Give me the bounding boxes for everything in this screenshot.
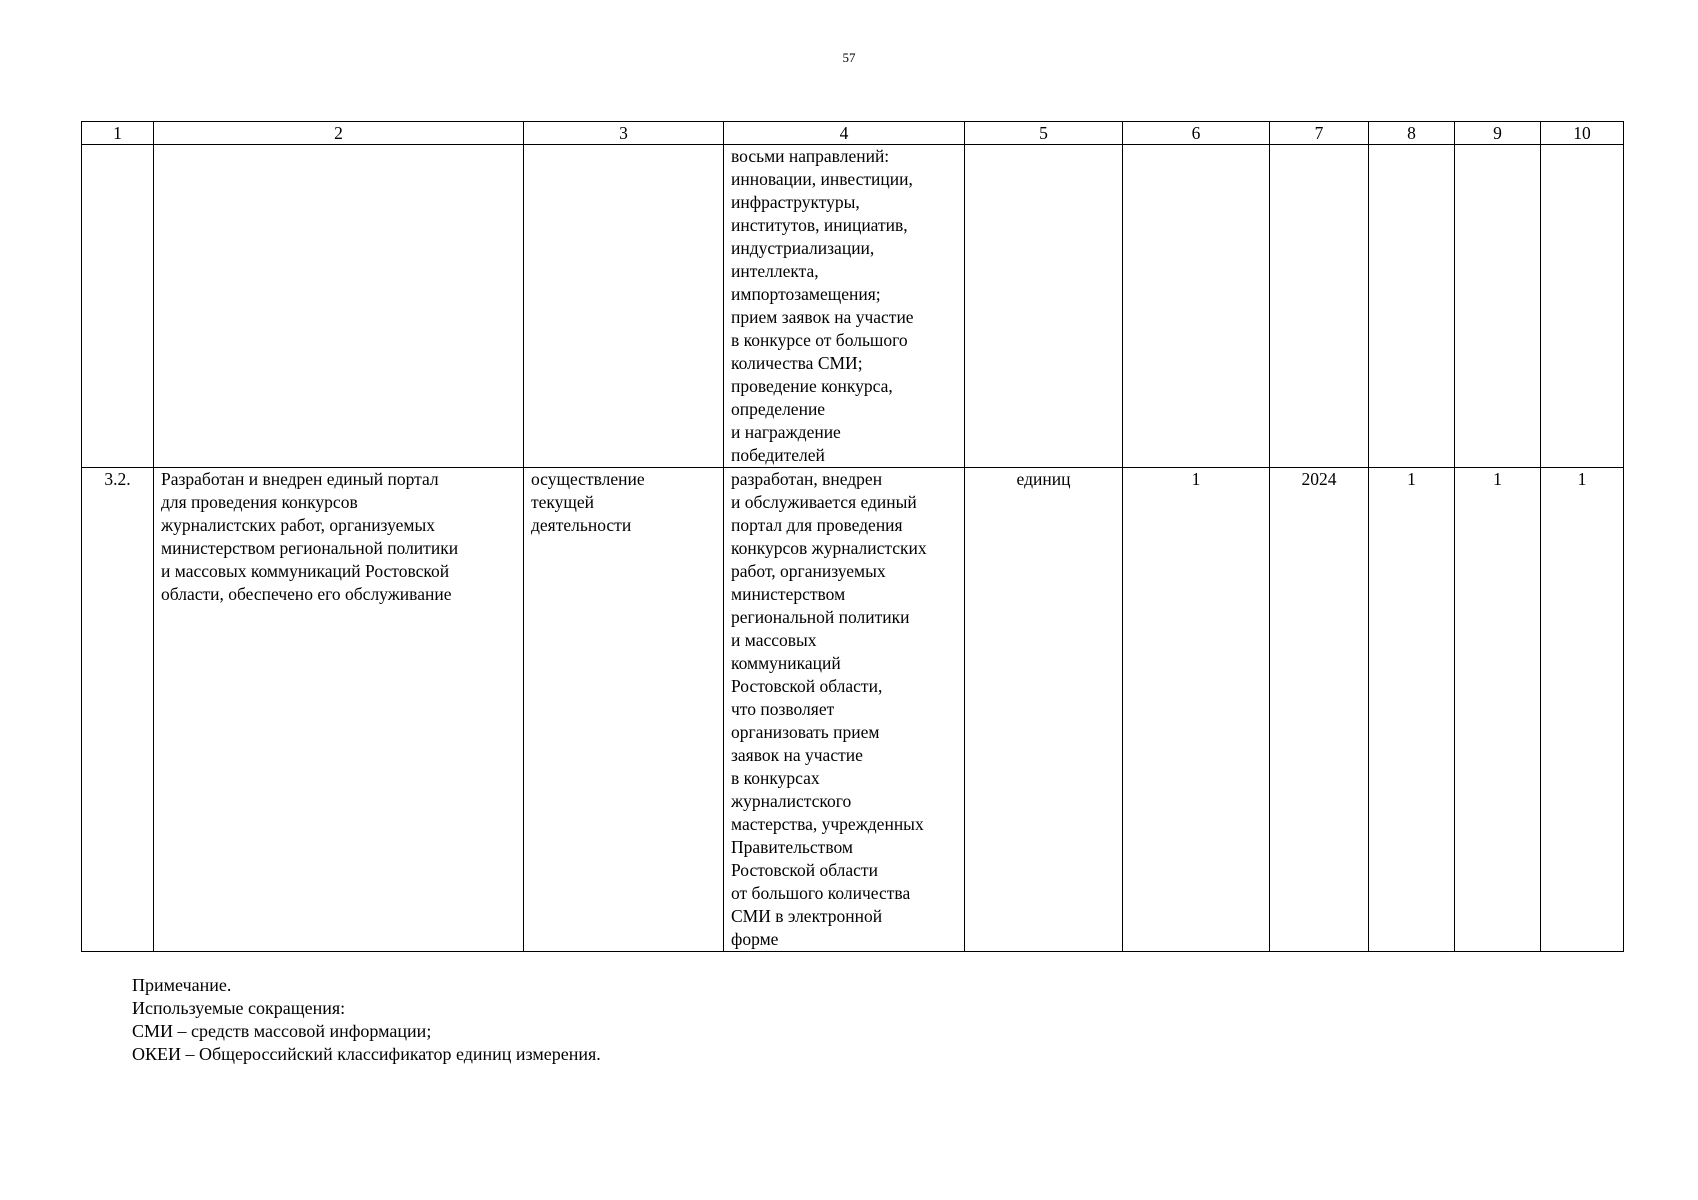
text-line: в конкурсе от большого	[731, 330, 908, 350]
text-line: индустриализации,	[731, 238, 875, 258]
value-cell-10: 1	[1541, 468, 1624, 952]
note-line: СМИ – средств массовой информации;	[132, 1021, 432, 1041]
column-header-7: 7	[1270, 122, 1369, 145]
text-line: проведение конкурса,	[731, 376, 893, 396]
text-line: и массовых коммуникаций Ростовской	[161, 561, 450, 581]
indicators-table	[81, 121, 1624, 952]
text-line: инфраструктуры,	[731, 192, 860, 212]
page-number: 57	[842, 50, 856, 65]
text-line: от большого количества	[731, 883, 911, 903]
cell-empty	[1369, 145, 1455, 468]
text-line: в конкурсах	[731, 768, 820, 788]
text-line: победителей	[731, 445, 825, 465]
text-line: заявок на участие	[731, 745, 863, 765]
text-line: региональной политики	[731, 607, 910, 627]
text-line: восьми направлений:	[731, 146, 890, 166]
cell-empty	[154, 145, 524, 468]
row-number: 3.2.	[82, 468, 154, 952]
text-line: деятельности	[531, 515, 632, 535]
text-line: министерством	[731, 584, 846, 604]
cell-empty	[1270, 145, 1369, 468]
text-line: портал для проведения	[731, 515, 903, 535]
text-line: разработан, внедрен	[731, 469, 883, 489]
cell-empty	[965, 145, 1123, 468]
column-header-6: 6	[1123, 122, 1270, 145]
text-line: институтов, инициатив,	[731, 215, 908, 235]
text-line: Ростовской области	[731, 860, 878, 880]
text-line: интеллекта,	[731, 261, 819, 281]
unit-cell: единиц	[965, 468, 1123, 952]
text-line: министерством региональной политики	[161, 538, 459, 558]
cell-empty	[1541, 145, 1624, 468]
result-type	[524, 468, 724, 952]
year-cell: 2024	[1270, 468, 1369, 952]
result-name	[154, 468, 524, 952]
value-cell-8: 1	[1369, 468, 1455, 952]
text-line: области, обеспечено его обслуживание	[161, 584, 452, 604]
column-header-1: 1	[82, 122, 154, 145]
text-line: инновации, инвестиции,	[731, 169, 913, 189]
text-line: и массовых	[731, 630, 817, 650]
continuation-description	[724, 145, 965, 468]
table-row-3-2	[82, 468, 1624, 952]
result-description	[724, 468, 965, 952]
text-line: для проведения конкурсов	[161, 492, 358, 512]
text-line: текущей	[531, 492, 595, 512]
column-header-3: 3	[524, 122, 724, 145]
column-header-5: 5	[965, 122, 1123, 145]
text-line: мастерства, учрежденных	[731, 814, 924, 834]
text-line: осуществление	[531, 469, 645, 489]
column-header-10: 10	[1541, 122, 1624, 145]
text-line: Правительством	[731, 837, 853, 857]
note-line: ОКЕИ – Общероссийский классификатор единиц измерения.	[132, 1044, 601, 1064]
table-row-continuation	[82, 145, 1624, 468]
column-header-2: 2	[154, 122, 524, 145]
text-line: журналистских работ, организуемых	[161, 515, 435, 535]
text-line: и обслуживается единый	[731, 492, 917, 512]
cell-empty	[1455, 145, 1541, 468]
text-line: и награждение	[731, 422, 841, 442]
value-cell-9: 1	[1455, 468, 1541, 952]
text-line: количества СМИ;	[731, 353, 863, 373]
text-line: импортозамещения;	[731, 284, 881, 304]
column-header-8: 8	[1369, 122, 1455, 145]
text-line: что позволяет	[731, 699, 835, 719]
text-line: СМИ в электронной	[731, 906, 883, 926]
okei-code-cell: 1	[1123, 468, 1270, 952]
note-heading: Примечание.	[132, 975, 232, 995]
text-line: коммуникаций	[731, 653, 841, 673]
text-line: Разработан и внедрен единый портал	[161, 469, 439, 489]
notes-block	[132, 974, 601, 1066]
text-line: организовать прием	[731, 722, 880, 742]
text-line: конкурсов журналистских	[731, 538, 927, 558]
text-line: форме	[731, 929, 779, 949]
text-line: работ, организуемых	[731, 561, 886, 581]
text-line: определение	[731, 399, 826, 419]
cell-empty	[82, 145, 154, 468]
column-number-row	[82, 122, 1624, 145]
column-header-9: 9	[1455, 122, 1541, 145]
cell-empty	[524, 145, 724, 468]
cell-empty	[1123, 145, 1270, 468]
text-line: прием заявок на участие	[731, 307, 914, 327]
column-header-4: 4	[724, 122, 965, 145]
text-line: Ростовской области,	[731, 676, 883, 696]
note-line: Используемые сокращения:	[132, 998, 346, 1018]
text-line: журналистского	[731, 791, 852, 811]
